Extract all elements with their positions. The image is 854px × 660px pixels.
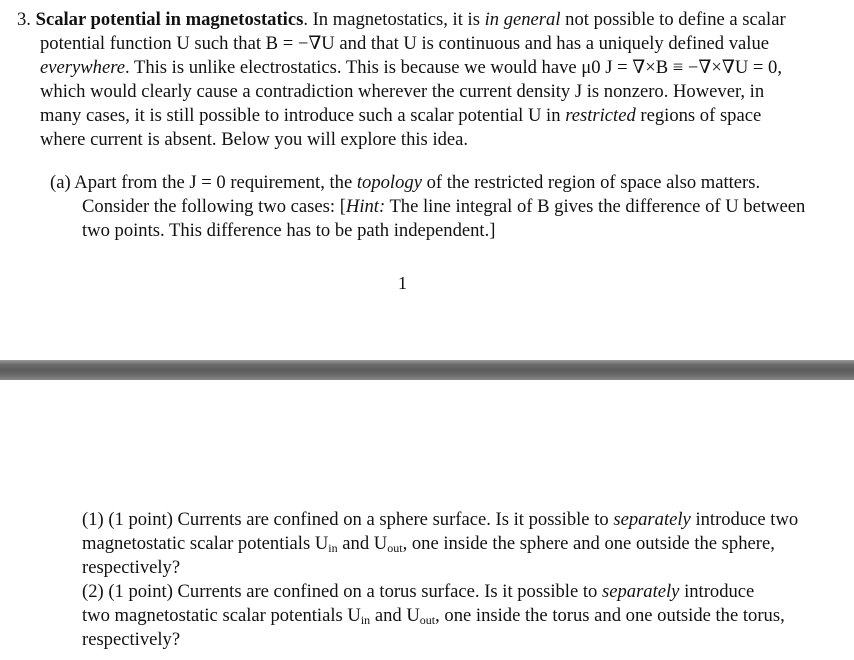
- problem-3-paragraph: [17, 8, 815, 152]
- page-number: 1: [398, 273, 407, 293]
- part-a-line-1: (a) Apart from the J = 0 requirement, the topology of the restricted region of space also matters.: [50, 172, 761, 193]
- pdf-page-2: [0, 380, 854, 660]
- problem-3-line-6: where current is absent. Below you will explore this idea.: [40, 129, 469, 150]
- sub-question-2-line-2: two magnetostatic scalar potentials $U_{in}$ and $U_{out}$, one inside the torus and one outside the torus,: [82, 605, 785, 627]
- problem-3-line-3: everywhere. This is unlike electrostatics. This is because we would have μ0 J = ∇×B ≡ −∇×∇U = 0,: [40, 57, 782, 78]
- problem-number: 3.: [17, 9, 31, 30]
- part-a-label: (a): [50, 172, 71, 193]
- sub-question-1-line-3: respectively?: [82, 557, 181, 578]
- sub-question-2-line-3: respectively?: [82, 629, 181, 650]
- part-a-line-3: two points. This difference has to be path independent.]: [82, 220, 496, 241]
- problem-3-line-1: 3. Scalar potential in magnetostatics. In magnetostatics, it is in general not possible to define a scalar: [17, 9, 786, 30]
- sub-questions: [82, 508, 815, 652]
- part-a-paragraph: [50, 171, 815, 243]
- sub-question-1-line-2: magnetostatic scalar potentials $U_{in}$ and $U_{out}$, one inside the sphere and one outside the sphere,: [82, 533, 775, 555]
- sub-question-2-line-1: (2) (1 point) Currents are confined on a torus surface. Is it possible to separately introduce: [82, 581, 755, 602]
- part-a-line-2: Consider the following two cases: [Hint: The line integral of B gives the difference of U between: [82, 196, 806, 217]
- sub-question-1-line-1: (1) (1 point) Currents are confined on a sphere surface. Is it possible to separately introduce two: [82, 509, 799, 530]
- problem-3-line-4: which would clearly cause a contradiction wherever the current density J is nonzero. However, in: [40, 81, 765, 102]
- problem-title: Scalar potential in magnetostatics: [35, 9, 304, 30]
- problem-3-line-2: potential function U such that B = −∇U and that U is continuous and has a uniquely defined value: [40, 33, 770, 54]
- problem-3-line-5: many cases, it is still possible to introduce such a scalar potential U in restricted regions of space: [40, 105, 762, 126]
- page-divider: [0, 360, 854, 380]
